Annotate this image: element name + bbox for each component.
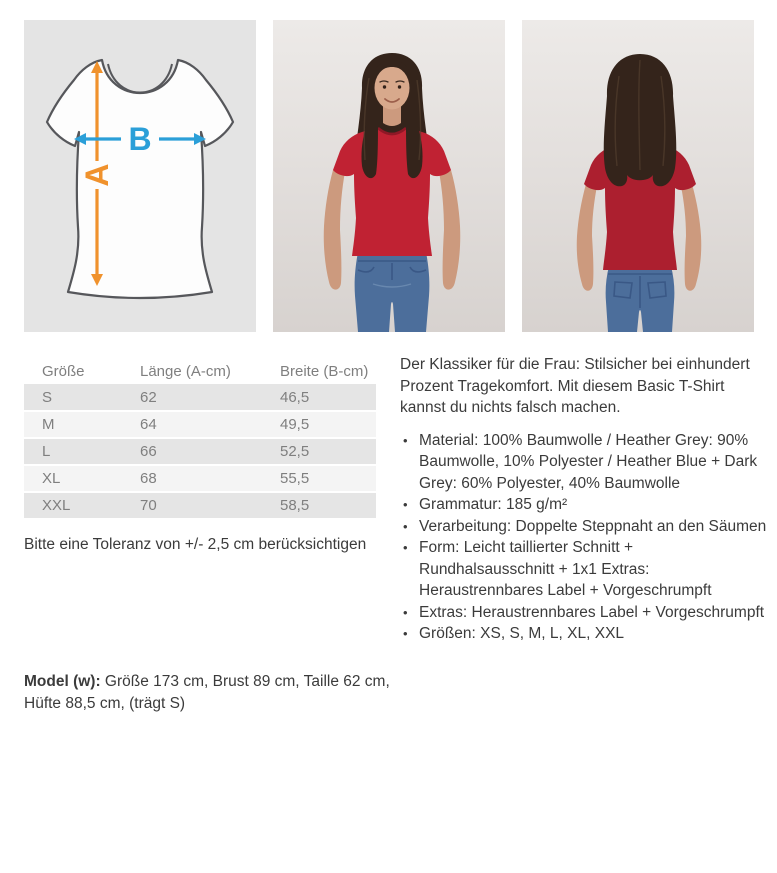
product-description (400, 354, 772, 645)
column-header-length: Länge (A-cm) (140, 362, 231, 380)
list-item (400, 494, 772, 516)
tolerance-note: Bitte eine Toleranz von +/- 2,5 cm berücksichtigen (24, 536, 367, 553)
feature-text: Form: Leicht taillierter Schnitt + Rundhalsausschnitt + 1x1 Extras: Heraustrennbares Label + Vorgeschrumpft (419, 539, 712, 599)
size-cell: S (42, 388, 53, 406)
bullet-icon: • (403, 432, 408, 448)
model-back-svg (522, 20, 754, 332)
length-cell: 66 (140, 443, 157, 460)
feature-text: Material: 100% Baumwolle / Heather Grey: 90% Baumwolle, 10% Polyester / Heather Blue + Dark Grey: 60% Polyester, 40% Baumwolle (419, 431, 758, 492)
table-row (24, 411, 376, 438)
table-row (24, 465, 376, 492)
width-cell: 46,5 (280, 388, 310, 406)
width-cell: 52,5 (280, 443, 310, 460)
size-table (24, 358, 376, 520)
bullet-icon: • (403, 604, 408, 620)
bullet-icon: • (403, 540, 408, 555)
list-item (400, 602, 772, 624)
list-item (400, 516, 772, 538)
feature-text: Größen: XS, S, M, L, XL, XXL (419, 625, 625, 642)
length-cell: 64 (140, 416, 157, 433)
length-cell: 62 (140, 388, 157, 406)
size-cell: XXL (42, 497, 71, 514)
product-gallery (24, 20, 754, 332)
model-photo-back[interactable] (522, 20, 754, 332)
model-photo-front[interactable] (273, 20, 505, 332)
diagram-label-b: B (128, 121, 152, 157)
list-item (400, 430, 772, 495)
model-info-text: Größe 173 cm, Brust 89 cm, Taille 62 cm, Hüfte 88,5 cm, (trägt S) (24, 673, 390, 712)
table-row (24, 438, 376, 465)
feature-text: Verarbeitung: Doppelte Steppnaht an den Säumen (419, 517, 767, 535)
length-cell: 70 (140, 497, 157, 514)
column-header-size: Größe (42, 362, 85, 380)
right-eye (398, 85, 401, 88)
bullet-icon: • (403, 626, 408, 641)
size-table-header-row (24, 358, 376, 384)
length-cell: 68 (140, 470, 157, 487)
size-cell: XL (42, 470, 61, 487)
list-item (400, 623, 772, 645)
list-item (400, 537, 772, 602)
feature-list (400, 430, 772, 645)
face-shape (375, 67, 410, 110)
table-row (24, 492, 376, 519)
model-front-svg (273, 20, 505, 332)
size-cell: M (42, 416, 55, 433)
model-info (24, 671, 396, 714)
bullet-icon: • (403, 497, 408, 512)
width-cell: 49,5 (280, 416, 310, 433)
size-diagram-svg (24, 20, 256, 332)
feature-text: Grammatur: 185 g/m² (419, 496, 568, 513)
description-intro: Der Klassiker für die Frau: Stilsicher bei einhundert Prozent Tragekomfort. Mit diesem Basic T-Shirt kannst du nichts falsch machen. (400, 356, 750, 416)
model-info-label: Model (w): (24, 673, 101, 690)
bullet-icon: • (403, 518, 408, 534)
width-cell: 58,5 (280, 497, 310, 514)
table-row (24, 384, 376, 411)
feature-text: Extras: Heraustrennbares Label + Vorgeschrumpft (419, 603, 765, 621)
width-cell: 55,5 (280, 470, 310, 487)
diagram-label-a: A (79, 163, 115, 187)
column-header-width: Breite (B-cm) (280, 362, 369, 380)
left-eye (383, 85, 386, 88)
size-diagram-image[interactable] (24, 20, 256, 332)
size-cell: L (42, 443, 51, 460)
